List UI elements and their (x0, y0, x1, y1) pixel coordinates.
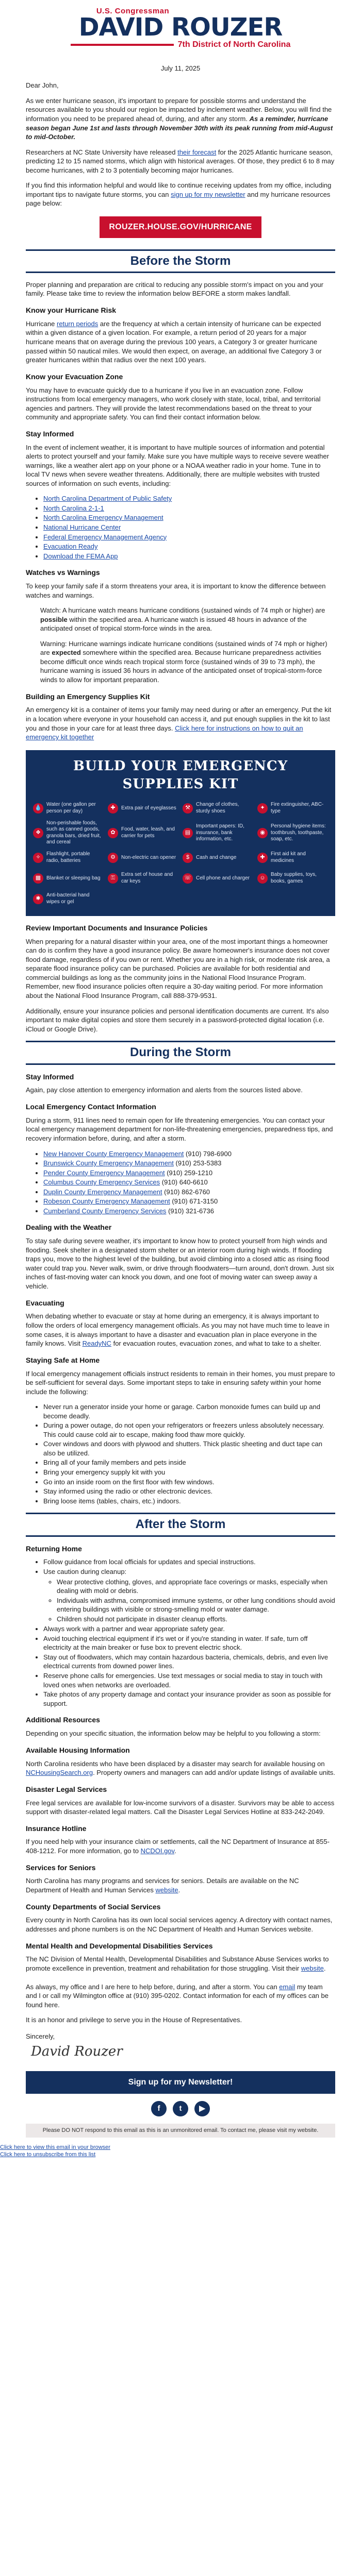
facebook-icon[interactable]: f (151, 2101, 167, 2116)
kit-item (257, 800, 328, 817)
watch-definition (40, 606, 335, 633)
twitter-icon[interactable]: t (173, 2101, 188, 2116)
hygiene-icon: ◉ (257, 828, 268, 838)
legal-heading: Disaster Legal Services (26, 1785, 107, 1793)
list-item: • Follow guidance from local officials for updates and special instructions. (43, 1557, 335, 1567)
header-district: 7th District of North Carolina (177, 40, 291, 49)
weather-heading: Dealing with the Weather (26, 1223, 112, 1232)
list-item: • Stay informed using the radio or other electronic devices. (43, 1487, 335, 1496)
header (26, 0, 335, 50)
email-date: July 11, 2025 (160, 64, 201, 72)
kit-item (257, 820, 328, 846)
seniors-heading: Services for Seniors (26, 1863, 96, 1872)
link-fema[interactable]: Federal Emergency Management Agency (43, 533, 167, 541)
link-ncdps[interactable]: North Carolina Department of Public Safety (43, 495, 172, 503)
kit-item (33, 800, 104, 817)
ins-p-a: If you need help with your insurance claim or settlements, call the NC Department of Insurance at 855-408-1212. For more information, go to (26, 1838, 330, 1855)
hurricane-page-button[interactable]: ROUZER.HOUSE.GOV/HURRICANE (100, 216, 261, 238)
kit-item (33, 890, 104, 908)
risk-p-a: Hurricane (26, 319, 55, 328)
warn-def-b: expected (52, 649, 81, 657)
resources-heading: Additional Resources (26, 1716, 100, 1724)
warning-definition (40, 639, 335, 685)
kit-heading: Building an Emergency Supplies Kit (26, 692, 150, 701)
return-heading: Returning Home (26, 1544, 82, 1553)
housing-p (26, 1759, 335, 1777)
list-item: • Reserve phone calls for emergencies. Use text messages or social media to stay in touch with loved ones when networks are overloaded. (43, 1671, 335, 1689)
contact-link[interactable]: Brunswick County Emergency Management (43, 1159, 174, 1167)
phone-icon: ☏ (183, 873, 193, 884)
contact-link[interactable]: Duplin County Emergency Management (43, 1188, 162, 1196)
zone-p: You may have to evacuate quickly due to a hurricane if you live in an evacuation zone. Follow instructions from local emergency managers, who work closely with state, local, tribal, and territorial agencies and partners. They will provide the latest recommendations based on the threat to your community and appropriate safety. You can find their contact information below. (26, 386, 321, 421)
seniors-website-link[interactable]: website (155, 1886, 178, 1894)
kit-item-label: Extra set of house and car keys (121, 872, 173, 884)
list-item: • Always work with a partner and wear appropriate safety gear. (43, 1624, 335, 1634)
home-p: If local emergency management officials instruct residents to remain in their homes, you must prepare to be self-sufficient for several days. Some important steps to take in ensuring safety within your home include the following: (26, 1369, 335, 1396)
unmonitored-notice: Please DO NOT respond to this email as this is an unmonitored email. To contact me, please visit my website. (26, 2124, 335, 2138)
informed-p: In the event of inclement weather, it is important to have multiple sources of information and potential alerts to protect yourself and your family. Make sure you have multiple ways to receive severe weather warnings, like a weather alert app on your phone or a NOAA weather radio in your home. Tune in to local TV news when severe weather threatens. Additionally, there are multiple websites with trusted sources of information on such events, including: (26, 443, 329, 487)
warn-def-c: somewhere within the specified area. Because hurricane preparedness activities become difficult once winds reach tropical storm force (sustained winds of 39 to 73 mph), the hurricane warning is issued 36 hours in advance of the anticipated onset of tropical-storm-force winds to allow for important preparation. (40, 649, 322, 684)
intro-p1 (26, 96, 335, 142)
cleanup-label: Use caution during cleanup: (43, 1567, 127, 1575)
list-item: • During a power outage, do not open your refrigerators or freezers unless absolutely necessary. This could cause cold air to escape, making food thaw more quickly. (43, 1421, 335, 1439)
legal-p: Free legal services are available for low-income survivors of a disaster. Survivors may be able to access support with disaster-related legal matters. Call the Disaster Legal Services Hotline at 833-242-2049. (26, 1799, 335, 1816)
contact-item (43, 1168, 335, 1178)
can-opener-icon: ⚙ (108, 853, 118, 863)
docs-p2: Additionally, ensure your insurance policies and personal identification documents are current. It's also important to make digital copies and store them securely in a password-protected digital location (i.e. iCloud or Google Drive). (26, 1007, 329, 1033)
list-item: • Never run a generator inside your home or garage. Carbon monoxide fumes can build up and become deadly. (43, 1402, 335, 1420)
local-heading: Local Emergency Contact Information (26, 1103, 156, 1111)
contact-phone: (910) 253-5383 (175, 1159, 222, 1167)
closing-p1-b: my team and I or call my Wilmington office at (910) 395-0202. Contact information for each of my offices can be found here. (26, 1982, 329, 2009)
intro-p1-bold: As a reminder, hurricane season began June 1st and lasts through November 30th with its peak running from mid-August to mid-October. (26, 115, 333, 141)
evac-p (26, 1312, 335, 1348)
signature-block (26, 2032, 335, 2061)
return-periods-link[interactable]: return periods (56, 319, 99, 328)
keys-icon: ⚿ (108, 873, 118, 884)
social-services-p: Every county in North Carolina has its own local social services agency. A directory with contact names, addresses and phone numbers is on the NC Department of Health and Human Services website. (26, 1916, 333, 1933)
watch-heading: Watches vs Warnings (26, 568, 100, 577)
kit-grid (33, 800, 328, 908)
weather-p: To stay safe during severe weather, it's important to know how to protect yourself from high winds and flooding. Seek shelter in a designated storm shelter or an interior room during high winds. If flooding traps you, move to the highest level of the building, but avoid climbing into a closed attic as rising flood water could trap you. Never walk, swim, or drive through floodwaters—turn around, don't drown. Just six inches of fast-moving water can knock you down, and one foot of moving water can sweep away a vehicle. (26, 1237, 334, 1290)
closing-p1 (26, 1982, 335, 2010)
kit-icon: ✚ (257, 853, 268, 863)
housing-search-link[interactable]: NCHousingSearch.org (26, 1769, 93, 1777)
watch-p: To keep your family safe if a storm threatens your area, it is important to know the difference between watches and warnings. (26, 582, 326, 599)
closing-p1-a: As always, my office and I are here to help before, during, and after a storm. You can (26, 1982, 277, 1991)
kit-item-label: Blanket or sleeping bag (46, 875, 101, 881)
section-title-before: Before the Storm (26, 249, 335, 273)
link-nc211[interactable]: North Carolina 2-1-1 (43, 504, 104, 512)
view-in-browser-link[interactable]: Click here to view this email in your browser (0, 2144, 110, 2150)
contact-item (43, 1188, 335, 1197)
risk-heading: Know your Hurricane Risk (26, 306, 117, 315)
blanket-icon: ▦ (33, 873, 43, 884)
kit-item-label: Non-electric can opener (121, 854, 176, 860)
contact-phone: (910) 640-6610 (161, 1178, 208, 1187)
kit-item-label: Water (one gallon per person per day) (46, 802, 96, 814)
link-nhc[interactable]: National Hurricane Center (43, 523, 121, 531)
seniors-p: North Carolina has many programs and services for seniors. Details are available on the NC Department of Health and Human Services website. (26, 1877, 299, 1894)
watch-def-a: Watch: A hurricane watch means hurricane conditions (sustained winds of 74 mph or higher) are (40, 606, 325, 615)
intro-p2-a: Researchers at NC State University have released (26, 148, 176, 156)
ncdoi-link[interactable]: NCDOI.gov (140, 1847, 175, 1855)
contact-item (43, 1149, 335, 1159)
zone-heading: Know your Evacuation Zone (26, 372, 123, 381)
list-item: • Go into an inside room on the first floor with few windows. (43, 1478, 335, 1487)
mental-health-p: The NC Division of Mental Health, Developmental Disabilities and Substance Abuse Services works to promote excellence in prevention, treatment and rehabilitation for those struggling. Visit their website. (26, 1955, 329, 1972)
list-item: • Stay out of floodwaters, which may contain hazardous bacteria, chemicals, debris, and even live electrical currents from downed power lines. (43, 1653, 335, 1671)
documents-icon: ▤ (183, 828, 193, 838)
closing-p2: It is an honor and privilege to serve you in the House of Representatives. (26, 2016, 242, 2024)
local-p: During a storm, 911 lines need to remain open for life threatening emergencies. You can contact your local emergency management department for non-life-threatening emergencies, preparedness tips, and recovery information before, during, and after a storm. (26, 1116, 333, 1142)
contact-item (43, 1207, 335, 1216)
contact-item (43, 1197, 335, 1206)
kit-item (183, 800, 253, 817)
kit-p-a: An emergency kit is a container of items your family may need during or after an emergency. Put the kit in a location where everyone in your household can access it, and put enough supplies in the kit to last you and those in your care for at least three days. (26, 706, 332, 732)
email-link[interactable]: email (279, 1982, 296, 1991)
fire-icon: ✦ (257, 803, 268, 814)
intro-p2-b: for the 2025 Atlantic hurricane season, predicting 12 to 15 named storms, which align with historical averages. Of those, they predict 6 to 8 may become hurricanes, with 2 to 3 potentially becoming major hurricanes. (26, 148, 335, 174)
list-item: ◦ Wear protective clothing, gloves, and appropriate face coverings or masks, especially when dealing with mold or debris. (57, 1578, 335, 1596)
contact-phone: (910) 259-1210 (167, 1168, 213, 1177)
section-title-after: After the Storm (26, 1513, 335, 1536)
resources-p: Depending on your specific situation, the information below may be helpful to you following a storm: (26, 1730, 321, 1738)
cleanup-sublist (43, 1578, 335, 1624)
contact-link[interactable]: Pender County Emergency Management (43, 1168, 165, 1177)
kit-item (183, 870, 253, 887)
kit-item-label: Food, water, leash, and carrier for pets (121, 826, 175, 839)
list-item (43, 1567, 335, 1623)
contact-phone: (910) 798-6900 (186, 1149, 232, 1158)
kit-item-label: Anti-bacterial hand wipes or gel (46, 892, 90, 905)
newsletter-signup-button[interactable]: Sign up for my Newsletter! (26, 2071, 335, 2094)
contact-item (43, 1178, 335, 1187)
sincerely: Sincerely, (26, 2032, 55, 2040)
contact-link[interactable]: Columbus County Emergency Services (43, 1178, 160, 1187)
list-item: • Bring your emergency supply kit with you (43, 1468, 335, 1477)
list-item (43, 542, 335, 551)
watch-def-b: possible (40, 615, 68, 623)
kit-item-label: Extra pair of eyeglasses (121, 805, 176, 811)
footer-links (0, 2144, 335, 2159)
during-informed-p: Again, pay close attention to emergency information and alerts from the sources listed above. (26, 1086, 303, 1094)
link-ncem[interactable]: North Carolina Emergency Management (43, 514, 163, 522)
intro-p3 (26, 181, 335, 208)
evac-p-a: When debating whether to evacuate or stay at home during an emergency, it is always important to follow the orders of local emergency management officials. As you may not have much time to leave in some cases, it is always important to have a disaster and evacuation plan in place everyone in the family knows. Visit (26, 1312, 330, 1348)
kit-item-label: Personal hygiene items: toothbrush, toothpaste, soap, etc. (271, 823, 326, 842)
kit-item-label: Important papers: ID, insurance, bank information, etc. (196, 823, 244, 842)
kit-item (257, 849, 328, 867)
cta-wrap (26, 216, 335, 238)
header-rule (26, 39, 335, 50)
pet-icon: ✿ (108, 828, 118, 838)
sanitizer-icon: ✱ (33, 894, 43, 904)
food-icon: ❖ (33, 828, 43, 838)
list-item (43, 552, 335, 561)
kit-item-label: Non-perishable foods, such as canned goods, granola bars, dried fruit, and cereal (46, 820, 101, 845)
list-item (43, 504, 335, 513)
mh-p-a: The NC Division of Mental Health, Developmental Disabilities and Substance Abuse Services works to promote excellence in prevention, treatment and rehabilitation for those struggling. Visit their (26, 1955, 329, 1972)
kit-item-label: Cash and change (196, 854, 237, 860)
social-links (26, 2101, 335, 2116)
evac-heading: Evacuating (26, 1298, 64, 1307)
unsubscribe-link[interactable]: Click here to unsubscribe from this list (0, 2151, 96, 2158)
contact-phone: (910) 321-6736 (168, 1207, 214, 1215)
first-aid-icon: ✚ (108, 803, 118, 814)
social-services-heading: County Departments of Social Services (26, 1902, 161, 1911)
link-fema-app[interactable]: Download the FEMA App (43, 552, 118, 560)
contact-list (26, 1149, 335, 1216)
kit-item (108, 870, 178, 887)
intro-p1-text: As we enter hurricane season, it's important to prepare for possible storms and understand the resources available to you should our region be impacted by inclement weather. Below, you will find the information you need to be prepared ahead of, during, and after any storm. (26, 96, 332, 123)
mental-health-website-link[interactable]: website (301, 1964, 324, 1972)
contact-link[interactable]: New Hanover County Emergency Management (43, 1149, 184, 1158)
readync-link[interactable]: ReadyNC (82, 1340, 111, 1348)
header-name: DAVID ROUZER (78, 13, 283, 42)
contact-phone: (910) 671-3150 (172, 1197, 218, 1206)
kit-instructions-link[interactable]: Click here for instructions on how to quit an emergency kit together (26, 724, 303, 741)
intro-p2 (26, 148, 335, 175)
kit-item (108, 820, 178, 846)
home-heading: Staying Safe at Home (26, 1355, 100, 1364)
forecast-link[interactable]: their forecast (177, 148, 217, 156)
kit-item (33, 820, 104, 846)
risk-p (26, 319, 335, 365)
kit-banner (26, 750, 335, 916)
kit-item (183, 849, 253, 867)
youtube-icon[interactable]: ▶ (194, 2101, 210, 2116)
kit-item (108, 800, 178, 817)
contact-phone: (910) 862-6760 (164, 1188, 210, 1196)
informed-heading: Stay Informed (26, 429, 74, 438)
evac-p-b: for evacuation routes, evacuation zones, and what to take to a shelter. (113, 1340, 321, 1348)
list-item: • Take photos of any property damage and contact your insurance provider as soon as possible for support. (43, 1690, 335, 1708)
signature: David Rouzer (31, 2044, 123, 2060)
kit-item-label: Fire extinguisher, ABC-type (271, 802, 324, 814)
list-item: • Bring loose items (tables, chairs, etc.) indoors. (43, 1497, 335, 1506)
kit-item-label: Cell phone and charger (196, 875, 250, 881)
docs-heading: Review Important Documents and Insurance Policies (26, 923, 208, 932)
watch-def-c: within the specified area. A hurricane watch is issued 48 hours in advance of the anticipated onset of tropical storm-force winds in the area. (40, 615, 307, 633)
warn-def-a: Warning: Hurricane warnings indicate hurricane conditions (sustained winds of 74 mph or higher) are (40, 639, 327, 657)
contact-item (43, 1159, 335, 1168)
list-item (43, 523, 335, 532)
list-item: • Avoid touching electrical equipment if it's wet or if you're standing in water. If safe, turn off electricity at the main breaker or fuse box to prevent electric shock. (43, 1634, 335, 1652)
docs-p1: When preparing for a natural disaster within your area, one of the most important things a homeowner can do is confirm they have a good insurance policy. Be aware homeowner's insurance does not cover flood damage, regardless of if you own or rent. Whether you are in a high risk, or moderate risk area, a separate flood insurance policy can be purchased. Policies are available for both residential and commercial buildings as long as the community joins in the National Flood Insurance Program. Remember, new flood insurance policies often require a 30-day waiting period. For more information about the National Flood Insurance Program, call 888-379-9531. (26, 937, 330, 999)
intro-p3-a: If you find this information helpful and would like to continue receiving updates from my office, including important tips to navigate future storms, you can (26, 181, 332, 198)
resource-links (26, 494, 335, 561)
newsletter-link[interactable]: sign up for my newsletter (171, 190, 245, 198)
kit-item-label: Baby supplies, toys, books, games (271, 872, 317, 884)
home-list (26, 1402, 335, 1505)
kit-item-label: Change of clothes, sturdy shoes (196, 802, 239, 814)
list-item (43, 533, 335, 542)
kit-item (33, 849, 104, 867)
kit-item (257, 870, 328, 887)
list-item: • Cover windows and doors with plywood and shutters. Thick plastic sheeting and duct tape can also be utilized. (43, 1439, 335, 1458)
kit-item-label: Flashlight, portable radio, batteries (46, 851, 90, 863)
during-informed-heading: Stay Informed (26, 1072, 74, 1081)
section-title-during: During the Storm (26, 1041, 335, 1064)
insurance-p: If you need help with your insurance claim or settlements, call the NC Department of Insurance at 855-408-1212. For more information, go to NCDOI.gov. (26, 1838, 330, 1855)
link-evacuation[interactable]: Evacuation Ready (43, 543, 98, 551)
housing-heading: Available Housing Information (26, 1745, 130, 1754)
housing-p-b: . Property owners and managers can add and/or update listings of available units. (93, 1769, 335, 1777)
kit-item (108, 849, 178, 867)
intro-p3-b: and my hurricane resources page below: (26, 190, 331, 208)
risk-p-b: are the frequency at which a certain intensity of hurricane can be expected within a given distance of a given location. For example, a return period of 20 years for a major hurricane means that on average during the previous 100 years, a Category 3 or greater hurricane passed within 50 nautical miles. We would then expect, on average, an additional five Category 3 or greater hurricanes within that radius over the next 100 years. (26, 319, 322, 364)
greeting: Dear John, (26, 81, 59, 90)
kit-item (33, 870, 104, 887)
before-intro: Proper planning and preparation are critical to reducing any possible storm's impact on you and your family. Please take time to review the information below BEFORE a storm makes landfall. (26, 280, 323, 298)
mental-health-heading: Mental Health and Developmental Disabilities Services (26, 1941, 213, 1950)
kit-p (26, 705, 335, 741)
flashlight-icon: ✧ (33, 853, 43, 863)
list-item: • Bring all of your family members and pets inside (43, 1458, 335, 1467)
kit-banner-title: BUILD YOUR EMERGENCY SUPPLIES KIT (73, 758, 288, 792)
cash-icon: $ (183, 853, 193, 863)
return-list (26, 1557, 335, 1708)
kit-item (183, 820, 253, 846)
list-item (43, 513, 335, 522)
kit-item-label: First aid kit and medicines (271, 851, 306, 863)
contact-link[interactable]: Robeson County Emergency Management (43, 1197, 170, 1206)
baby-icon: ☺ (257, 873, 268, 884)
contact-link[interactable]: Cumberland County Emergency Services (43, 1207, 167, 1215)
seniors-p-a: North Carolina has many programs and services for seniors. Details are available on the NC Department of Health and Human Services (26, 1877, 299, 1894)
insurance-heading: Insurance Hotline (26, 1824, 87, 1833)
housing-p-a: North Carolina residents who have been displaced by a disaster may search for available housing on (26, 1759, 325, 1768)
header-bar (71, 44, 174, 46)
water-icon: 💧 (33, 803, 43, 814)
list-item (43, 494, 335, 503)
header-top: U.S. Congressman (96, 7, 170, 15)
list-item: ◦ Children should not participate in disaster cleanup efforts. (57, 1615, 335, 1624)
wrench-icon: ⚒ (183, 803, 193, 814)
list-item: ◦ Individuals with asthma, compromised immune systems, or other lung conditions should avoid entering buildings with visible or strong-smelling mold or water damage. (57, 1596, 335, 1614)
